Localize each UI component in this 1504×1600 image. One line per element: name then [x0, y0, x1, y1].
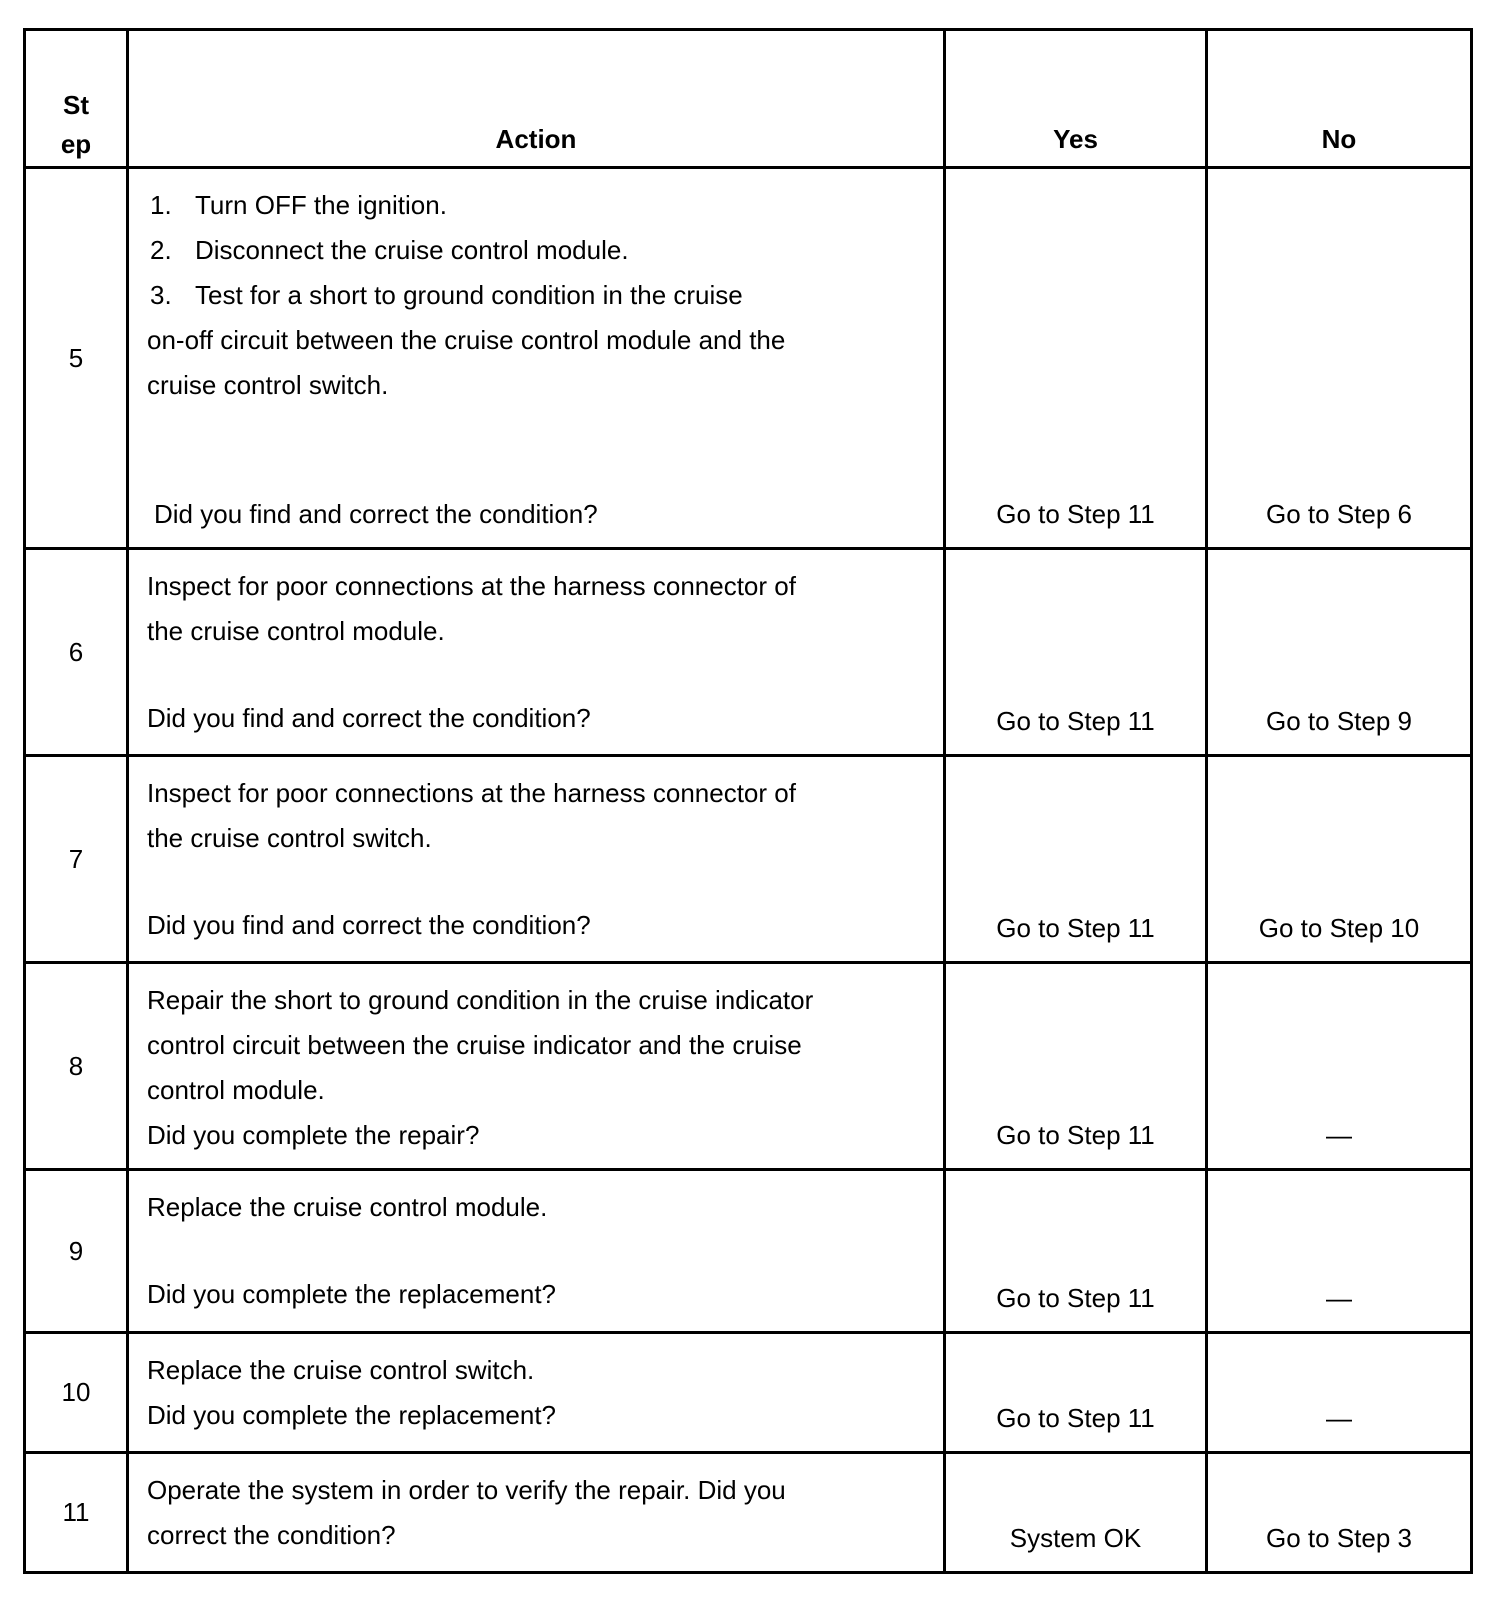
item-text: Disconnect the cruise control module.	[195, 235, 629, 265]
item-text: Test for a short to ground condition in the cruise	[195, 280, 743, 310]
step-number: 11	[25, 1453, 128, 1573]
yes-cell: Go to Step 11	[945, 1170, 1207, 1333]
action-text-line: control module.	[147, 1075, 325, 1105]
action-text-line: Replace the cruise control module.	[147, 1192, 548, 1222]
step-header-line1: St	[63, 90, 89, 120]
action-question: Did you complete the replacement?	[147, 1279, 557, 1309]
action-text-line: Replace the cruise control switch.	[147, 1355, 535, 1385]
action-text-line: control circuit between the cruise indicator and the cruise	[147, 1030, 802, 1060]
action-cell	[128, 1453, 945, 1573]
yes-header: Yes	[945, 30, 1207, 168]
action-question: Did you find and correct the condition?	[147, 910, 591, 940]
no-cell: Go to Step 9	[1207, 549, 1472, 756]
table-row	[25, 963, 1472, 1170]
action-text-line: on-off circuit between the cruise control module and the	[147, 325, 786, 355]
table-row	[25, 549, 1472, 756]
action-cell	[128, 1333, 945, 1453]
yes-cell: Go to Step 11	[945, 1333, 1207, 1453]
step-header-line2: ep	[60, 129, 92, 159]
diagnostic-table	[23, 28, 1473, 1574]
no-header: No	[1207, 30, 1472, 168]
yes-cell: Go to Step 11	[945, 549, 1207, 756]
yes-cell: System OK	[945, 1453, 1207, 1573]
header-row	[25, 30, 1472, 168]
action-cell	[128, 756, 945, 963]
action-text-line: correct the condition?	[147, 1520, 396, 1550]
numbered-item	[147, 273, 925, 318]
no-cell: —	[1207, 1170, 1472, 1333]
action-text-line: Inspect for poor connections at the harness connector of	[147, 571, 796, 601]
no-cell: —	[1207, 963, 1472, 1170]
no-cell: Go to Step 10	[1207, 756, 1472, 963]
step-header	[25, 30, 128, 168]
table-row	[25, 1170, 1472, 1333]
action-question: Did you find and correct the condition?	[147, 703, 591, 733]
table-row	[25, 168, 1472, 549]
step-number: 6	[25, 549, 128, 756]
yes-cell: Go to Step 11	[945, 756, 1207, 963]
action-text-line: cruise control switch.	[147, 370, 389, 400]
step-number: 5	[25, 168, 128, 549]
action-question: Did you complete the replacement?	[147, 1400, 557, 1430]
item-number: 1.	[150, 190, 172, 220]
action-cell	[128, 963, 945, 1170]
numbered-item	[147, 228, 925, 273]
no-cell: —	[1207, 1333, 1472, 1453]
action-text-line: Operate the system in order to verify the repair. Did you	[147, 1475, 786, 1505]
step-number: 10	[25, 1333, 128, 1453]
item-text: Turn OFF the ignition.	[195, 190, 447, 220]
step-number: 8	[25, 963, 128, 1170]
action-text-line: the cruise control switch.	[147, 823, 432, 853]
no-cell: Go to Step 3	[1207, 1453, 1472, 1573]
step-number: 9	[25, 1170, 128, 1333]
yes-cell: Go to Step 11	[945, 168, 1207, 549]
table-row	[25, 1453, 1472, 1573]
action-question: Did you find and correct the condition?	[154, 499, 598, 529]
action-cell	[128, 1170, 945, 1333]
no-cell: Go to Step 6	[1207, 168, 1472, 549]
action-cell	[128, 168, 945, 549]
action-text-line: Inspect for poor connections at the harness connector of	[147, 778, 796, 808]
action-text-line: Repair the short to ground condition in the cruise indicator	[147, 985, 814, 1015]
item-number: 3.	[150, 280, 172, 310]
action-header: Action	[128, 30, 945, 168]
action-cell	[128, 549, 945, 756]
step-number: 7	[25, 756, 128, 963]
item-number: 2.	[150, 235, 172, 265]
yes-cell: Go to Step 11	[945, 963, 1207, 1170]
table-row	[25, 1333, 1472, 1453]
action-question: Did you complete the repair?	[147, 1120, 480, 1150]
action-text-line: the cruise control module.	[147, 616, 445, 646]
numbered-item	[147, 183, 925, 228]
table-row	[25, 756, 1472, 963]
